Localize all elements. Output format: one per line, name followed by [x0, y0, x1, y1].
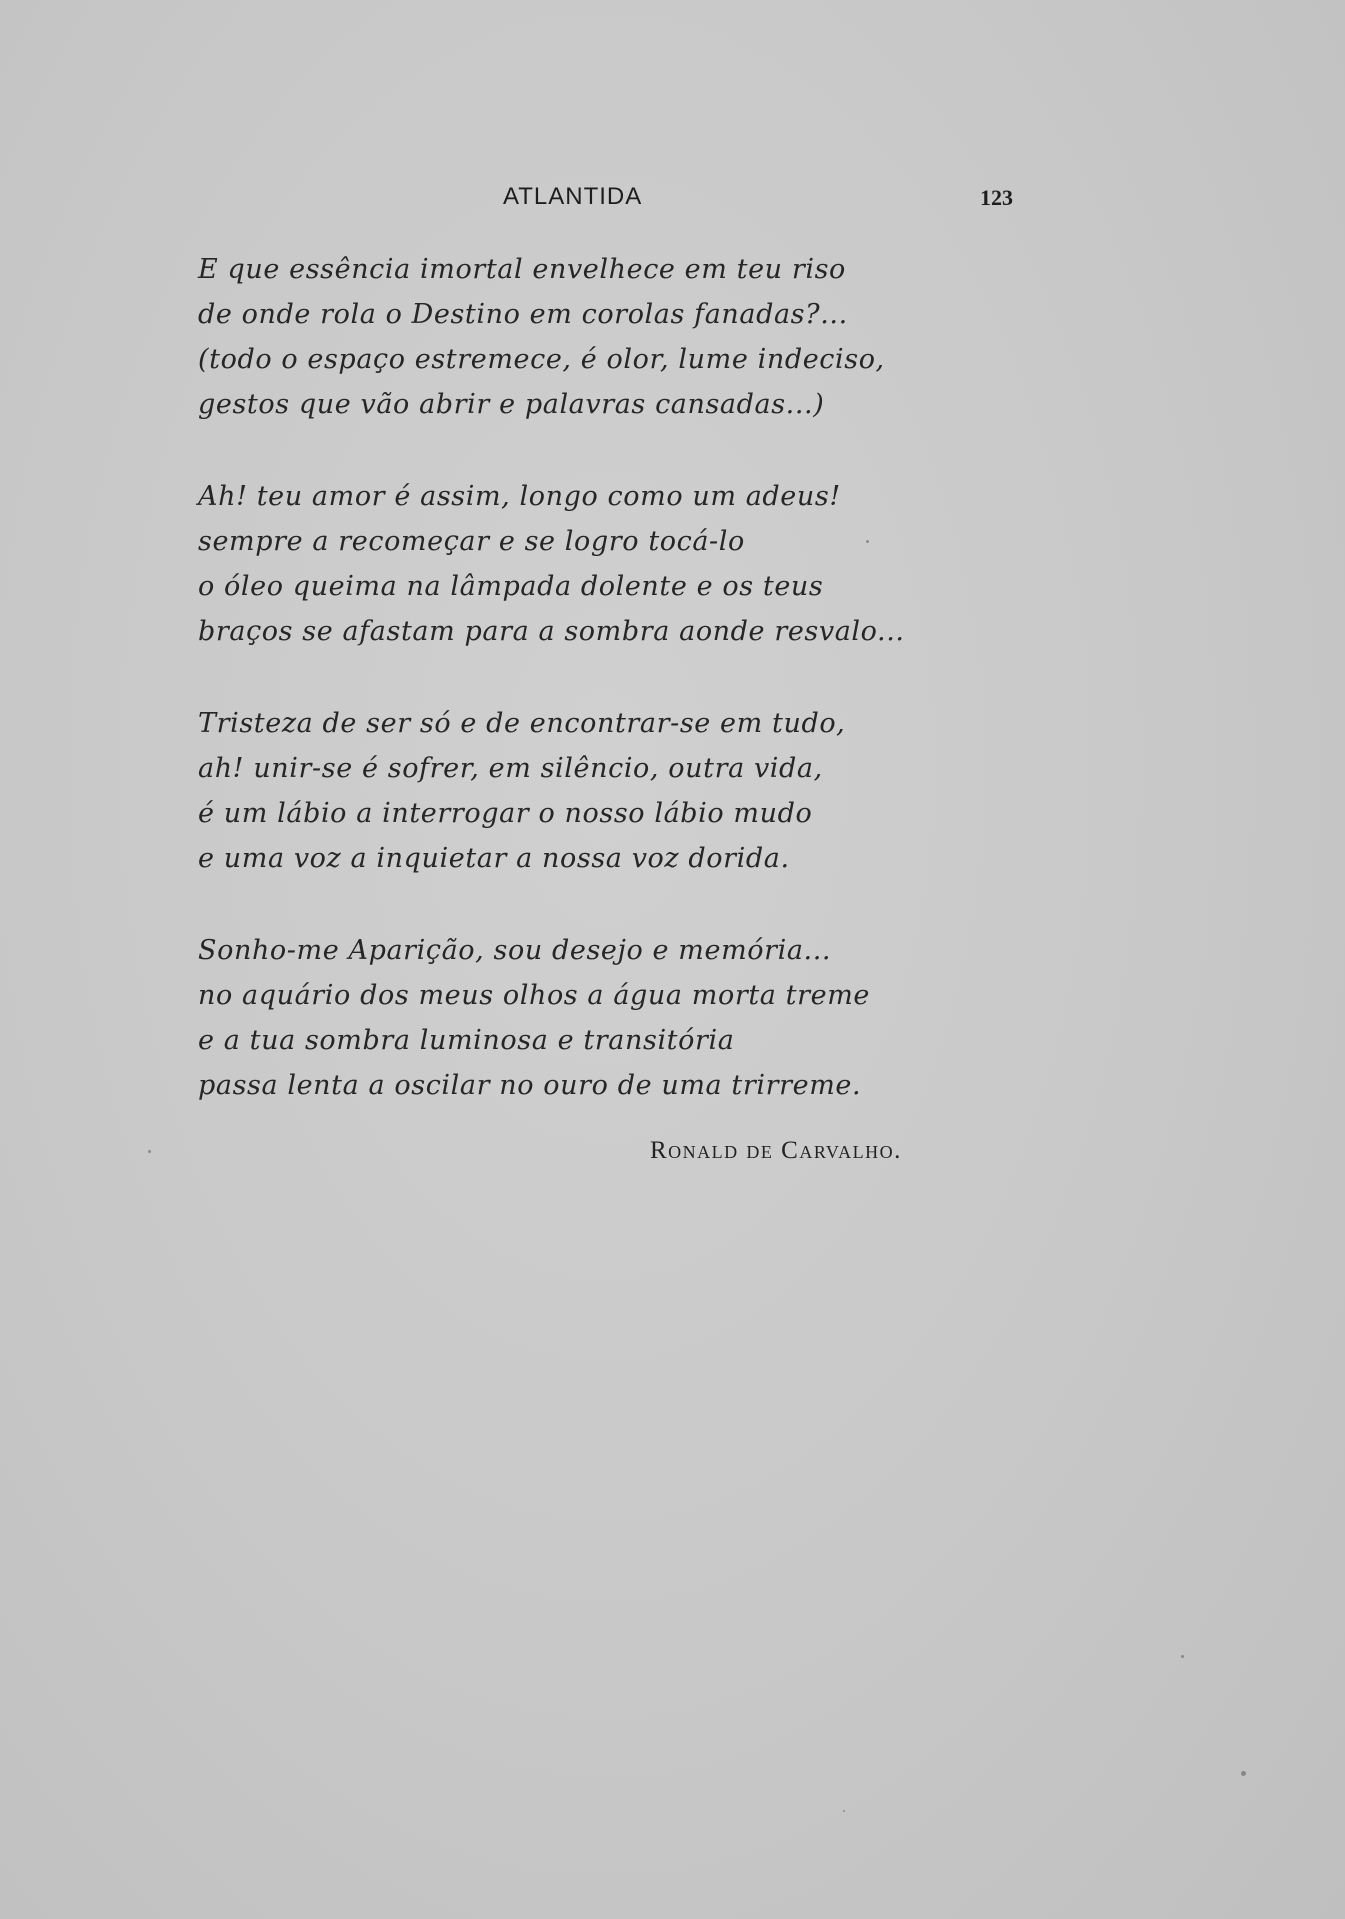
verse-line: ah! unir-se é sofrer, em silêncio, outra vida, [198, 753, 823, 784]
verse-line: de onde rola o Destino em corolas fanadas?... [198, 299, 848, 330]
verse-line: e uma voz a inquietar a nossa voz dorida. [198, 843, 790, 874]
paper-speck [1241, 1771, 1246, 1776]
stanza-3 [198, 701, 958, 881]
verse-line: sempre a recomeçar e se logro tocá-lo [198, 526, 745, 557]
page-number: 123 [980, 185, 1013, 210]
stanza-4 [198, 928, 958, 1108]
verse-line: no aquário dos meus olhos a água morta treme [198, 980, 870, 1011]
running-title: ATLANTIDA [503, 183, 643, 210]
paper-speck [148, 1150, 151, 1153]
poem [198, 247, 958, 1155]
author-signature: Ronald de Carvalho. [650, 1137, 902, 1164]
verse-line: é um lábio a interrogar o nosso lábio mudo [198, 798, 813, 829]
paper-speck [866, 540, 869, 543]
verse-line: Sonho-me Aparição, sou desejo e memória... [198, 935, 832, 966]
verse-line: Tristeza de ser só e de encontrar-se em tudo, [198, 708, 846, 739]
running-head [0, 183, 1345, 217]
verse-line: gestos que vão abrir e palavras cansadas...) [198, 389, 825, 420]
paper-speck [1181, 1655, 1184, 1658]
verse-line: passa lenta a oscilar no ouro de uma trirreme. [198, 1070, 862, 1101]
stanza-1 [198, 247, 958, 427]
verse-line: Ah! teu amor é assim, longo como um adeus! [198, 481, 841, 512]
verse-line: o óleo queima na lâmpada dolente e os teus [198, 571, 824, 602]
verse-line: e a tua sombra luminosa e transitória [198, 1025, 735, 1056]
verse-line: braços se afastam para a sombra aonde resvalo... [198, 616, 905, 647]
stanza-2 [198, 474, 958, 654]
verse-line: (todo o espaço estremece, é olor, lume indeciso, [198, 344, 885, 375]
verse-line: E que essência imortal envelhece em teu riso [198, 254, 846, 285]
paper-speck [843, 1810, 845, 1812]
